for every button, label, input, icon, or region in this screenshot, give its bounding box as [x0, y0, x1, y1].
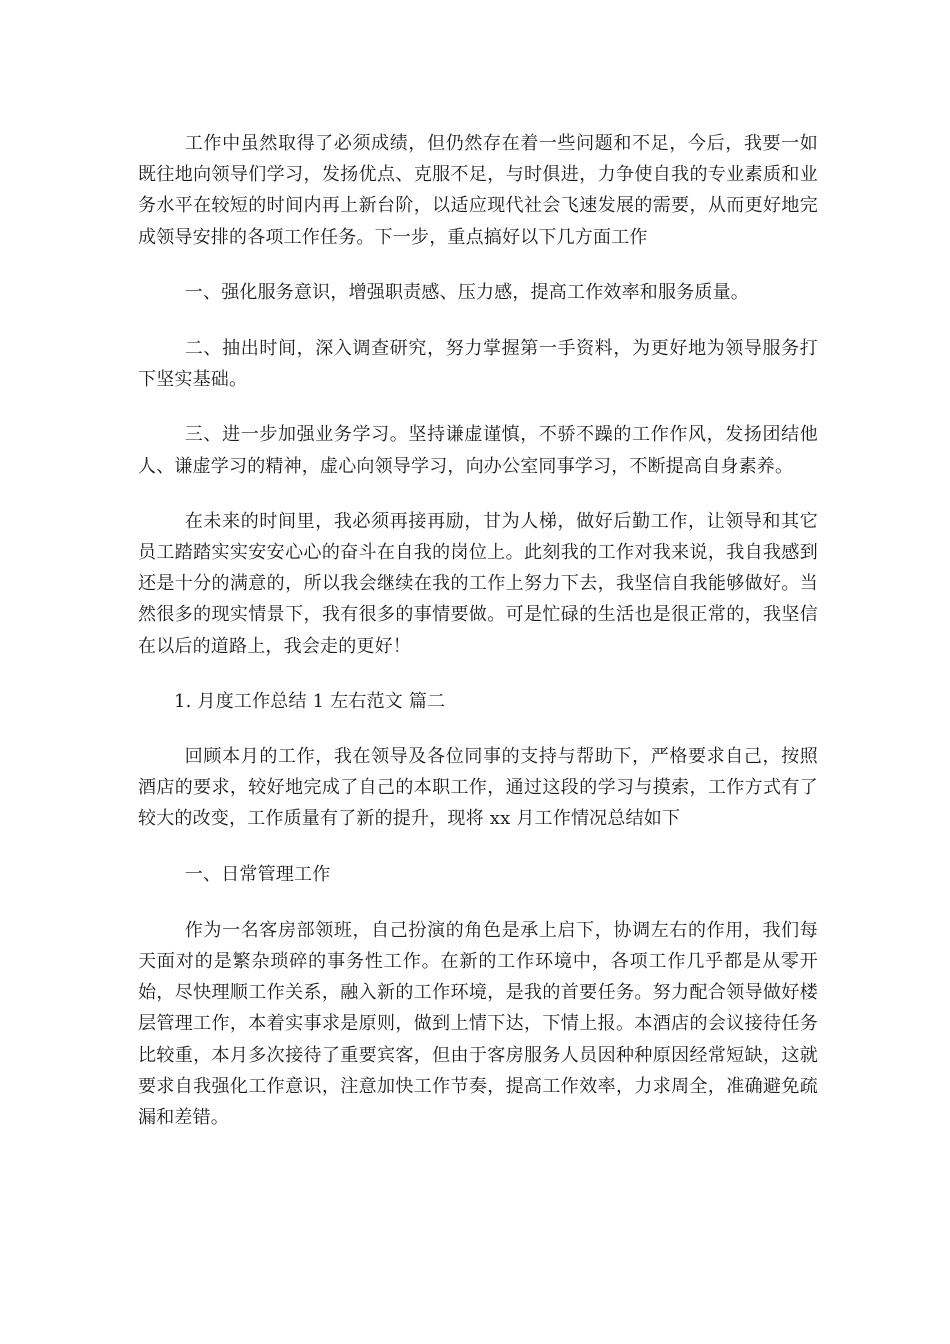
- document-page: [138, 128, 818, 1157]
- section-heading-part-two: 1. 月度工作总结 1 左右范文 篇二: [174, 690, 446, 712]
- paragraph-item-three: 三、进一步加强业务学习。坚持谦虚谨慎，不骄不躁的工作作风，发扬团结他人、谦虚学习的精神，虚心向领导学习，向办公室同事学习，不断提高自身素养。: [138, 424, 818, 477]
- paragraph-daily-management-heading: 一、日常管理工作: [184, 863, 331, 885]
- paragraph-future: 在未来的时间里，我必须再接再励，甘为人梯，做好后勤工作，让领导和其它员工踏踏实实安安心心的奋斗在自我的岗位上。此刻我的工作对我来说，我自我感到还是十分的满意的，所以我会继续在我的工作上努力下去，我坚信自我能够做好。当然很多的现实情景下，我有很多的事情要做。可是忙碌的生活也是很正常的，我坚信在以后的道路上，我会走的更好！: [138, 510, 818, 657]
- paragraph-daily-management: 作为一名客房部领班，自己扮演的角色是承上启下，协调左右的作用，我们每天面对的是繁杂琐碎的事务性工作。在新的工作环境中，各项工作几乎都是从零开始，尽快理顺工作关系，融入新的工作环境，是我的首要任务。努力配合领导做好楼层管理工作，本着实事求是原则，做到上情下达，下情上报。本酒店的会议接待任务比较重，本月多次接待了重要宾客，但由于客房服务人员因种种原因经常短缺，这就要求自我强化工作意识，注意加快工作节奏，提高工作效率，力求周全，准确避免疏漏和差错。: [138, 919, 818, 1129]
- paragraph-item-two: 二、抽出时间，深入调查研究，努力掌握第一手资料，为更好地为领导服务打下坚实基础。: [138, 338, 818, 391]
- paragraph-summary: 工作中虽然取得了必须成绩，但仍然存在着一些问题和不足，今后，我要一如既往地向领导们学习，发扬优点、克服不足，与时俱进，力争使自我的专业素质和业务水平在较短的时间内再上新台阶，以适应现代社会飞速发展的需要，从而更好地完成领导安排的各项工作任务。下一步，重点搞好以下几方面工作: [138, 133, 818, 248]
- paragraph-item-one: 一、强化服务意识，增强职责感、压力感，提高工作效率和服务质量。: [184, 281, 749, 303]
- paragraph-review: 回顾本月的工作，我在领导及各位同事的支持与帮助下，严格要求自己，按照酒店的要求，较好地完成了自己的本职工作，通过这段的学习与摸索，工作方式有了较大的改变，工作质量有了新的提升，现将 xx 月工作情况总结如下: [138, 746, 818, 830]
